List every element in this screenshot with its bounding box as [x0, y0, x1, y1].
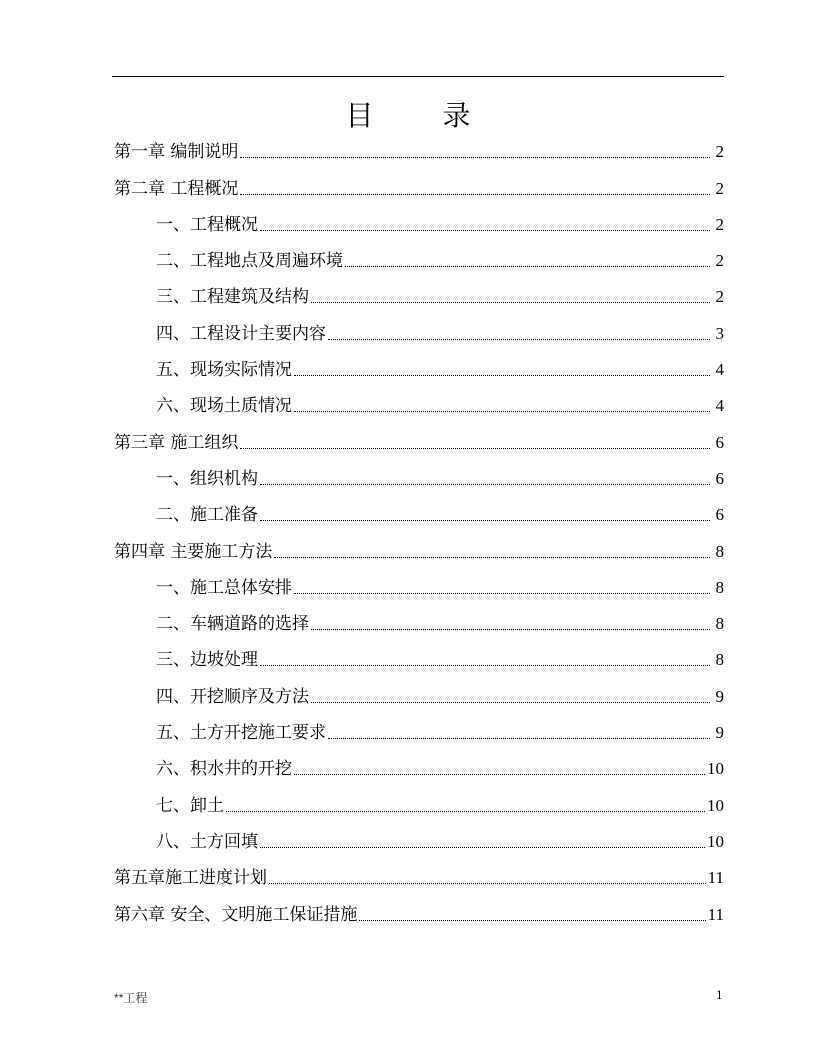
toc-entry-label: 五、现场实际情况 [156, 360, 292, 381]
toc-entry[interactable] [114, 820, 724, 856]
toc-entry-label: 三、边坡处理 [156, 650, 258, 671]
toc-entry-label: 第一章 编制说明 [114, 142, 239, 163]
toc-entry-label: 八、土方回填 [156, 831, 258, 852]
toc-leader-dots [328, 339, 710, 340]
toc-leader-dots [294, 593, 710, 594]
toc-leader-dots [260, 520, 710, 521]
toc-entry[interactable] [114, 348, 724, 384]
toc-entry[interactable] [114, 674, 724, 710]
toc-entry-label: 三、工程建筑及结构 [156, 287, 309, 308]
toc-entry[interactable] [114, 892, 724, 928]
toc-leader-dots [311, 302, 710, 303]
toc-entry-label: 第六章 安全、文明施工保证措施 [114, 904, 358, 925]
toc-entry-label: 四、开挖顺序及方法 [156, 686, 309, 707]
toc-entry-label: 二、工程地点及周遍环境 [156, 251, 343, 272]
toc-entry-label: 一、工程概况 [156, 214, 258, 235]
toc-entry-page: 9 [715, 686, 724, 706]
toc-leader-dots [311, 629, 710, 630]
toc-entry-page: 10 [707, 831, 724, 851]
toc-leader-dots [226, 811, 705, 812]
toc-entry-label: 二、施工准备 [156, 505, 258, 526]
toc-leader-dots [240, 194, 710, 195]
toc-leader-dots [260, 665, 710, 666]
toc-leader-dots [260, 484, 710, 485]
toc-entry-label: 二、车辆道路的选择 [156, 614, 309, 635]
toc-entry-page: 8 [715, 614, 724, 634]
toc-entry[interactable] [114, 638, 724, 674]
toc-entry-page: 11 [707, 904, 724, 924]
toc-entry[interactable] [114, 747, 724, 783]
toc-entry[interactable] [114, 711, 724, 747]
toc-entry[interactable] [114, 239, 724, 275]
toc-entry-label: 第四章 主要施工方法 [114, 541, 273, 562]
toc-leader-dots [328, 738, 710, 739]
toc-entry-page: 6 [715, 468, 724, 488]
toc-entry-page: 2 [715, 251, 724, 271]
toc-leader-dots [345, 266, 710, 267]
toc-entry-page: 6 [715, 432, 724, 452]
header-rule [112, 76, 724, 77]
toc-entry[interactable] [114, 529, 724, 565]
toc-entry-page: 2 [715, 214, 724, 234]
toc-entry[interactable] [114, 566, 724, 602]
toc-entry-label: 五、土方开挖施工要求 [156, 723, 326, 744]
toc-leader-dots [240, 448, 710, 449]
toc-entry-label: 四、工程设计主要内容 [156, 323, 326, 344]
toc-entry[interactable] [114, 493, 724, 529]
footer-page-number: 1 [716, 987, 723, 1002]
toc-entry[interactable] [114, 384, 724, 420]
toc-leader-dots [311, 702, 710, 703]
toc-entry-page: 2 [715, 287, 724, 307]
toc-entry-label: 一、组织机构 [156, 468, 258, 489]
toc-entry-label: 第五章施工进度计划 [114, 868, 267, 889]
toc-entry-label: 一、施工总体安排 [156, 577, 292, 598]
toc-entry-page: 9 [715, 723, 724, 743]
toc-leader-dots [359, 920, 705, 921]
toc-entry[interactable] [114, 130, 724, 166]
toc-entry-page: 8 [715, 541, 724, 561]
toc-entry-page: 4 [715, 396, 724, 416]
toc-entry-page: 11 [707, 868, 724, 888]
toc-entry[interactable] [114, 420, 724, 456]
toc-leader-dots [269, 883, 706, 884]
toc-leader-dots [260, 230, 710, 231]
toc-leader-dots [294, 375, 710, 376]
toc-entry-page: 8 [715, 577, 724, 597]
toc-entry-label: 第二章 工程概况 [114, 178, 239, 199]
page-title: 目 录 [345, 99, 501, 132]
toc-leader-dots [274, 557, 710, 558]
toc-entry-label: 六、积水井的开挖 [156, 759, 292, 780]
toc-leader-dots [260, 847, 705, 848]
toc-entry-page: 8 [715, 650, 724, 670]
toc-entry[interactable] [114, 203, 724, 239]
toc-entry[interactable] [114, 783, 724, 819]
toc-leader-dots [294, 774, 705, 775]
toc-entry[interactable] [114, 457, 724, 493]
toc-entry-page: 2 [715, 178, 724, 198]
toc-entry-label: 七、卸土 [156, 795, 224, 816]
toc-leader-dots [240, 157, 710, 158]
table-of-contents [114, 130, 724, 929]
toc-entry-page: 3 [715, 323, 724, 343]
toc-entry[interactable] [114, 856, 724, 892]
toc-entry-page: 2 [715, 142, 724, 162]
toc-entry[interactable] [114, 275, 724, 311]
toc-leader-dots [294, 411, 710, 412]
toc-entry-page: 4 [715, 360, 724, 380]
toc-entry-page: 10 [707, 795, 724, 815]
toc-entry[interactable] [114, 166, 724, 202]
toc-entry-label: 六、现场土质情况 [156, 396, 292, 417]
toc-entry-page: 10 [707, 759, 724, 779]
footer-project-name: **工程 [114, 991, 148, 1005]
toc-entry-label: 第三章 施工组织 [114, 432, 239, 453]
toc-entry-page: 6 [715, 505, 724, 525]
toc-entry[interactable] [114, 602, 724, 638]
toc-entry[interactable] [114, 311, 724, 347]
